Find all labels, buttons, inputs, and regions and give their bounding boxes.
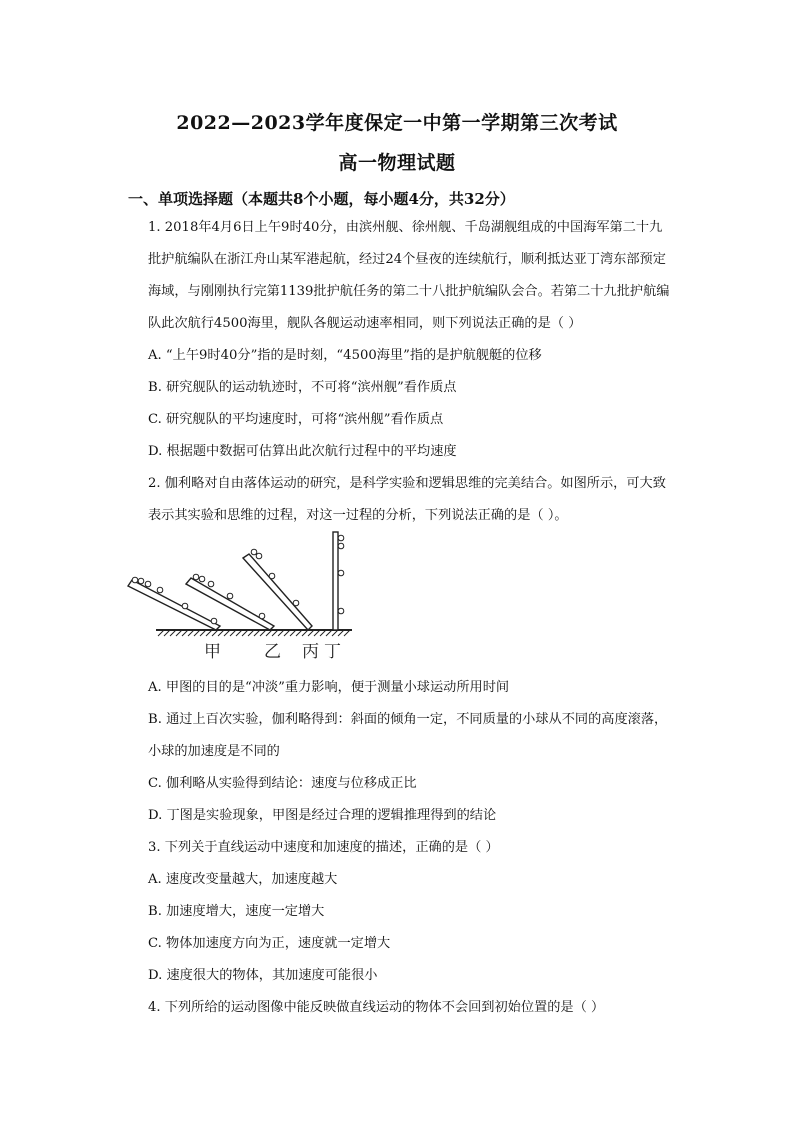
vertical-ding	[333, 532, 344, 630]
q3-option-d: D. 速度很大的物体，其加速度可能很小	[148, 968, 378, 983]
q3-option-a: A. 速度改变量越大，加速度越大	[148, 872, 338, 887]
q1-stem-line-3: 海域，与刚刚执行完第1139批护航任务的第二十八批护航编队会合。若第二十九批护航编	[148, 284, 670, 299]
q2-option-c: C. 伽利略从实验得到结论：速度与位移成正比	[148, 776, 417, 791]
fig-label-yi: 乙	[264, 642, 281, 662]
fig-label-bing: 丙	[302, 642, 319, 662]
exam-title: 2022—2023学年度保定一中第一学期第三次考试	[176, 112, 618, 134]
q2-option-b-line-2: 小球的加速度是不同的	[148, 744, 280, 759]
exam-subtitle: 高一物理试题	[338, 152, 456, 174]
q2-option-d: D. 丁图是实验现象，甲图是经过合理的逻辑推理得到的结论	[148, 808, 497, 823]
q2-option-a: A. 甲图的目的是“冲淡”重力影响，便于测量小球运动所用时间	[148, 680, 510, 695]
q1-stem-line-4: 队此次航行4500海里，舰队各舰运动速率相同，则下列说法正确的是（ ）	[148, 316, 582, 331]
q4-stem: 4. 下列所给的运动图像中能反映做直线运动的物体不会回到初始位置的是（ ）	[148, 1000, 605, 1015]
incline-jia	[128, 577, 220, 630]
q1-stem-line-2: 批护航编队在浙江舟山某军港起航，经过24个昼夜的连续航行，顺利抵达亚丁湾东部预定	[148, 252, 666, 267]
galileo-incline-figure	[122, 524, 372, 666]
q2-option-b-line-1: B. 通过上百次实验，伽利略得到：斜面的倾角一定，不同质量的小球从不同的高度滚落，	[148, 712, 668, 727]
q1-option-d: D. 根据题中数据可估算出此次航行过程中的平均速度	[148, 444, 457, 459]
q2-stem-line-1: 2. 伽利略对自由落体运动的研究，是科学实验和逻辑思维的完美结合。如图所示，可大致	[148, 476, 666, 491]
q1-option-c: C. 研究舰队的平均速度时，可将“滨州舰”看作质点	[148, 412, 444, 427]
fig-label-ding: 丁	[324, 642, 341, 662]
section-heading: 一、单项选择题（本题共8个小题，每小题4分，共32分）	[128, 190, 515, 208]
q1-option-b: B. 研究舰队的运动轨迹时，不可将“滨州舰”看作质点	[148, 380, 457, 395]
q1-stem-line-1: 1. 2018年4月6日上午9时40分，由滨州舰、徐州舰、千岛湖舰组成的中国海军第二十九	[148, 220, 663, 235]
q3-option-b: B. 加速度增大，速度一定增大	[148, 904, 325, 919]
q3-option-c: C. 物体加速度方向为正，速度就一定增大	[148, 936, 391, 951]
q2-stem-line-2: 表示其实验和思维的过程，对这一过程的分析，下列说法正确的是（ ）。	[148, 508, 568, 523]
q1-option-a: A. “上午9时40分”指的是时刻，“4500海里”指的是护航舰艇的位移	[148, 348, 542, 363]
fig-label-jia: 甲	[204, 642, 221, 662]
q3-stem: 3. 下列关于直线运动中速度和加速度的描述，正确的是（ ）	[148, 840, 499, 855]
